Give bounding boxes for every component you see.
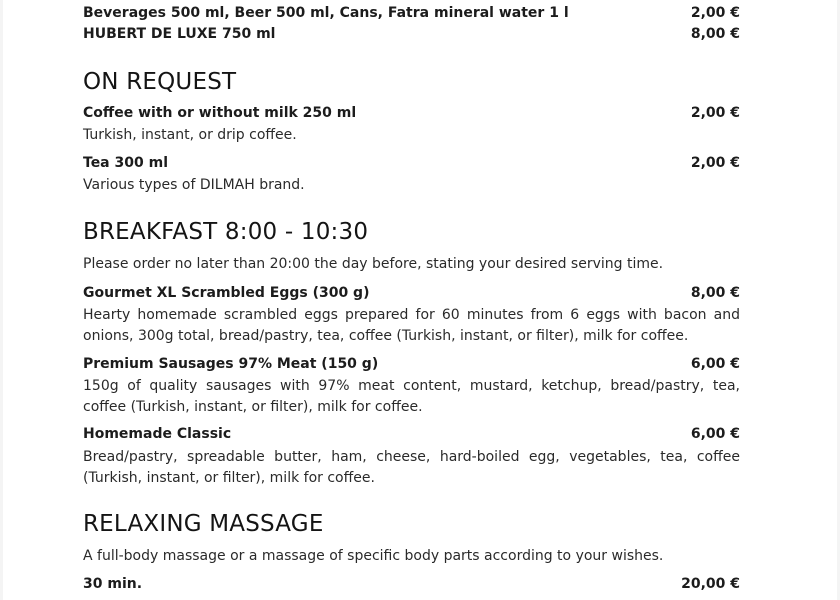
item-price: 20,00 € [681,576,740,592]
menu-item-coffee [83,105,740,121]
menu-item-sausages [83,356,740,372]
menu-item-tea [83,155,740,171]
item-description: Turkish, instant, or drip coffee. [83,127,297,143]
item-name: Beverages 500 ml, Beer 500 ml, Cans, Fatra mineral water 1 l [83,5,569,21]
menu-item-homemade-classic [83,426,740,442]
menu-item-hubert [83,26,740,42]
item-description: 150g of quality sausages with 97% meat content, mustard, ketchup, bread/pastry, tea, coffee (Turkish, instant, or filter), milk for coffee. [83,378,740,415]
menu-item-beverages [83,5,740,21]
item-price: 6,00 € [690,356,740,372]
item-price: 2,00 € [690,155,740,171]
item-description: Various types of DILMAH brand. [83,177,305,193]
item-price: 2,00 € [690,105,740,121]
item-name: Premium Sausages 97% Meat (150 g) [83,356,379,372]
item-name: HUBERT DE LUXE 750 ml [83,26,276,42]
item-price: 8,00 € [690,285,740,301]
item-price: 2,00 € [690,5,740,21]
menu-item-scrambled-eggs [83,285,740,301]
section-title-massage: RELAXING MASSAGE [83,511,324,537]
item-description: Bread/pastry, spreadable butter, ham, cheese, hard-boiled egg, vegetables, tea, coffee (Turkish, instant, or filter), milk for coffee. [83,449,740,486]
item-price: 6,00 € [690,426,740,442]
item-name: Tea 300 ml [83,155,168,171]
menu-item-massage-30 [83,576,740,592]
section-note: Please order no later than 20:00 the day before, stating your desired serving time. [83,256,664,272]
section-title-on-request: ON REQUEST [83,69,237,95]
item-description: Hearty homemade scrambled eggs prepared for 60 minutes from 6 eggs with bacon and onions, 300g total, bread/pastry, tea, coffee (Turkish, instant, or filter), milk for coffee. [83,307,740,344]
item-name: Homemade Classic [83,426,232,442]
item-name: Coffee with or without milk 250 ml [83,105,357,121]
item-price: 8,00 € [690,26,740,42]
section-title-breakfast: BREAKFAST 8:00 - 10:30 [83,219,369,245]
section-note: A full-body massage or a massage of specific body parts according to your wishes. [83,548,664,564]
menu-page [3,0,837,600]
item-name: 30 min. [83,576,143,592]
item-name: Gourmet XL Scrambled Eggs (300 g) [83,285,370,301]
